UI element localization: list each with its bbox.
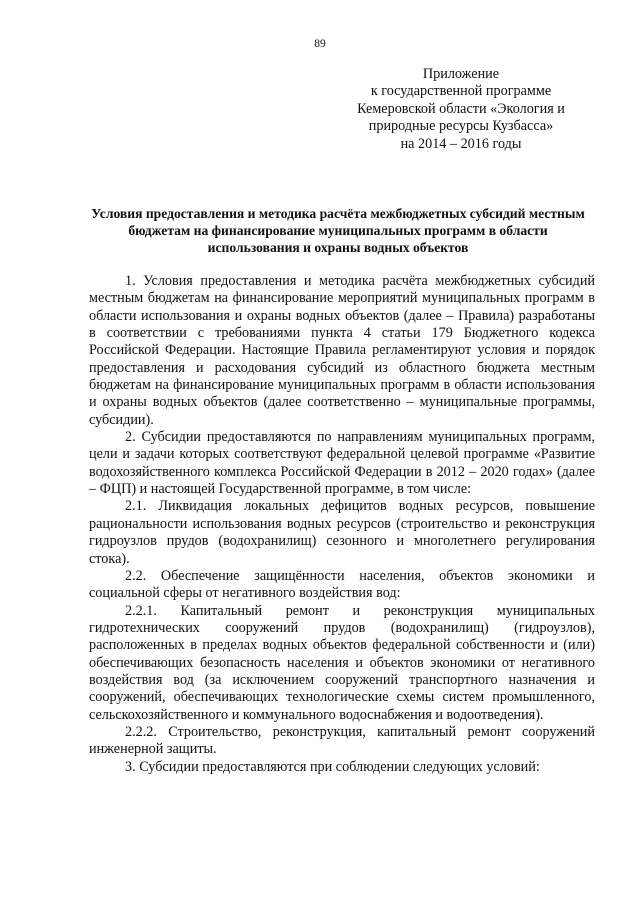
appendix-line: природные ресурсы Кузбасса»	[368, 118, 554, 135]
paragraph-2-1: 2.1. Ликвидация локальных дефицитов водных ресурсов, повышение рациональности использования водных ресурсов (строительство и реконструкция гидроузлов прудов (водохранилищ) сезонного и многолетнего регулирования стока).	[89, 498, 595, 567]
appendix-header	[352, 66, 570, 153]
paragraph-1: 1. Условия предоставления и методика расчёта межбюджетных субсидий местным бюджетам на финансирование мероприятий муниципальных программ в области использования и охраны водных объектов (далее – Правила) разработаны в соответствии с требованиями пункта 4 статьи 179 Бюджетного кодекса Российской Федерации. Настоящие Правила регламентируют условия и порядок предоставления и расходования субсидий из областного бюджета местным бюджетам на финансирование муниципальных программ в области использования и охраны водных объектов (далее соответственно – муниципальные программы, субсидии).	[89, 273, 595, 428]
appendix-line: к государственной программе	[370, 83, 552, 100]
appendix-line: на 2014 – 2016 годы	[400, 135, 522, 152]
paragraph-2-2-2: 2.2.2. Строительство, реконструкция, капитальный ремонт сооружений инженерной защиты.	[89, 723, 595, 758]
appendix-line: Кемеровской области «Экология и	[357, 100, 565, 117]
paragraph-2-2-1: 2.2.1. Капитальный ремонт и реконструкция муниципальных гидротехнических сооружений прудов (водохранилищ) (гидроузлов), расположенных в пределах водных объектов федеральной собственности и (или) обеспечивающих безопасность населения и объектов экономики от негативного воздействия вод (за исключением сооружений транспортного назначения и сооружений, обеспечивающих технологические схемы систем промышленного, сельскохозяйственного и коммунального водоснабжения и водоотведения).	[89, 602, 595, 723]
document-title: Условия предоставления и методика расчёта межбюджетных субсидий местным бюджетам на финансирование муниципальных программ в области использования и охраны водных объектов	[91, 206, 585, 255]
paragraph-3: 3. Субсидии предоставляются при соблюдении следующих условий:	[125, 758, 540, 775]
paragraph-2: 2. Субсидии предоставляются по направлениям муниципальных программ, цели и задачи которых соответствуют федеральной целевой программе «Развитие водохозяйственного комплекса Российской Федерации в 2012 – 2020 годах» (далее – ФЦП) и настоящей Государственной программе, в том числе:	[89, 429, 595, 498]
page-number: 89	[314, 38, 326, 50]
appendix-line: Приложение	[422, 66, 500, 82]
document-body	[89, 273, 595, 776]
paragraph-2-2: 2.2. Обеспечение защищённости населения, объектов экономики и социальной сферы от негативного воздействия вод:	[89, 567, 595, 602]
